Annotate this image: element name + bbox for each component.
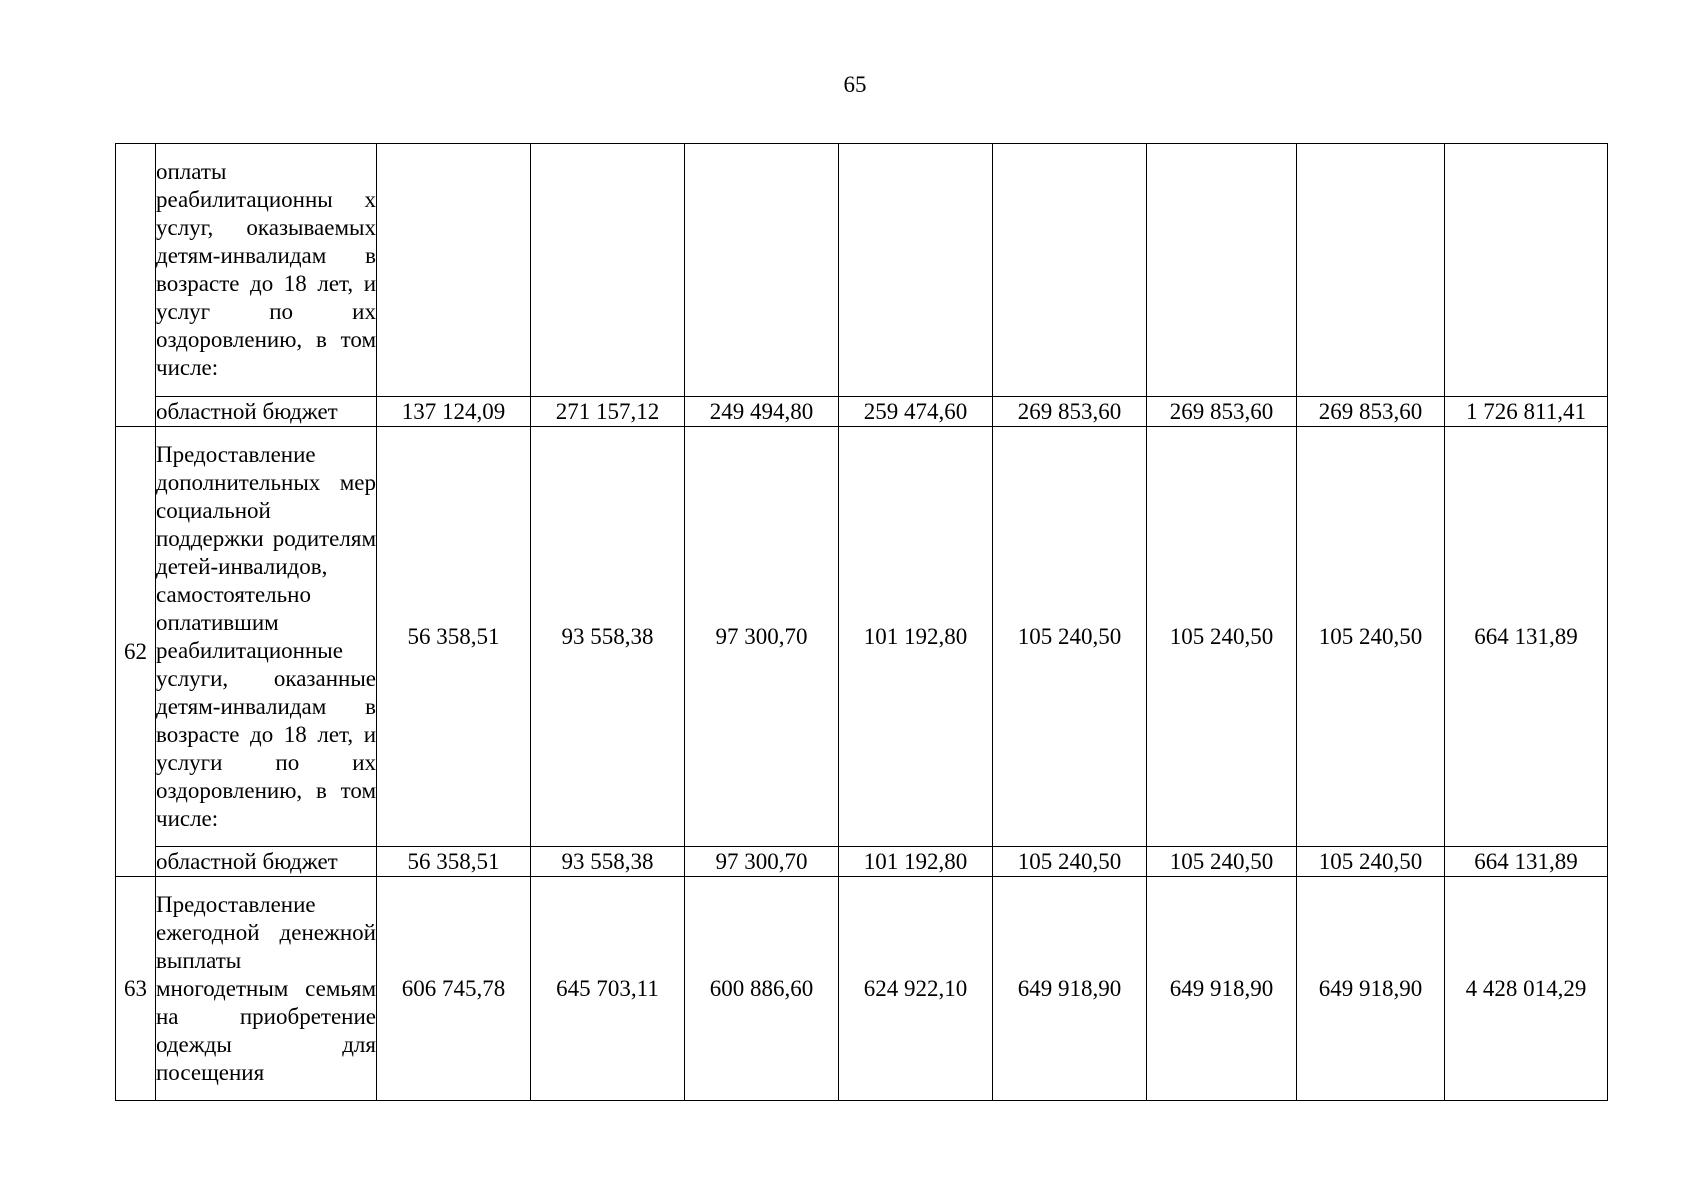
total-cell: 4 428 014,29 xyxy=(1445,877,1608,1101)
value-cell: 105 240,50 xyxy=(993,427,1147,847)
row-number-cell xyxy=(116,144,156,427)
value-cell: 645 703,11 xyxy=(531,877,685,1101)
value-cell: 97 300,70 xyxy=(685,427,839,847)
value-cell: 271 157,12 xyxy=(531,397,685,427)
value-cell: 105 240,50 xyxy=(1147,847,1297,877)
value-cell: 56 358,51 xyxy=(377,427,531,847)
value-cell: 606 745,78 xyxy=(377,877,531,1101)
value-cell: 259 474,60 xyxy=(839,397,993,427)
value-cell: 649 918,90 xyxy=(1147,877,1297,1101)
value-cell xyxy=(685,144,839,397)
value-cell: 93 558,38 xyxy=(531,847,685,877)
budget-table xyxy=(115,143,1608,1101)
value-cell: 105 240,50 xyxy=(993,847,1147,877)
value-cell: 649 918,90 xyxy=(993,877,1147,1101)
value-cell xyxy=(993,144,1147,397)
value-cell xyxy=(1147,144,1297,397)
value-cell: 600 886,60 xyxy=(685,877,839,1101)
value-cell: 56 358,51 xyxy=(377,847,531,877)
value-cell: 105 240,50 xyxy=(1147,427,1297,847)
total-cell: 1 726 811,41 xyxy=(1445,397,1608,427)
row-number-cell: 62 xyxy=(116,427,156,877)
row-description xyxy=(156,427,377,847)
row-description xyxy=(156,144,377,397)
value-cell: 101 192,80 xyxy=(839,847,993,877)
value-cell: 269 853,60 xyxy=(1297,397,1445,427)
table-row xyxy=(116,427,1608,847)
value-cell xyxy=(839,144,993,397)
budget-source-label: областной бюджет xyxy=(156,847,377,877)
value-cell: 93 558,38 xyxy=(531,427,685,847)
value-cell xyxy=(377,144,531,397)
value-cell: 624 922,10 xyxy=(839,877,993,1101)
row-number-cell: 63 xyxy=(116,877,156,1101)
value-cell: 269 853,60 xyxy=(993,397,1147,427)
value-cell: 105 240,50 xyxy=(1297,847,1445,877)
table-row xyxy=(116,397,1608,427)
table-row xyxy=(116,847,1608,877)
value-cell: 137 124,09 xyxy=(377,397,531,427)
value-cell: 97 300,70 xyxy=(685,847,839,877)
description-text: Предоставление ежегодной денежной выплаты многодетным семьям на приобретение одежды для посещения xyxy=(156,891,376,1085)
table-row xyxy=(116,144,1608,397)
value-cell xyxy=(1297,144,1445,397)
total-cell xyxy=(1445,144,1608,397)
description-text: Предоставление дополнительных мер социальной поддержки родителям детей-инвалидов, самостоятельно оплатившим реабилитационные услуги, оказанные детям-инвалидам в возрасте до 18 лет, и услуги по их оздоровлению, в том числе: xyxy=(156,441,376,831)
description-text: оплаты реабилитационны х услуг, оказываемых детям-инвалидам в возрасте до 18 лет, и услуг по их оздоровлению, в том числе: xyxy=(156,159,376,380)
table-row xyxy=(116,877,1608,1101)
value-cell: 649 918,90 xyxy=(1297,877,1445,1101)
page-number: 65 xyxy=(843,72,867,97)
value-cell: 269 853,60 xyxy=(1147,397,1297,427)
row-description xyxy=(156,877,377,1101)
value-cell: 101 192,80 xyxy=(839,427,993,847)
total-cell: 664 131,89 xyxy=(1445,847,1608,877)
value-cell xyxy=(531,144,685,397)
total-cell: 664 131,89 xyxy=(1445,427,1608,847)
value-cell: 249 494,80 xyxy=(685,397,839,427)
value-cell: 105 240,50 xyxy=(1297,427,1445,847)
budget-source-label: областной бюджет xyxy=(156,397,377,427)
